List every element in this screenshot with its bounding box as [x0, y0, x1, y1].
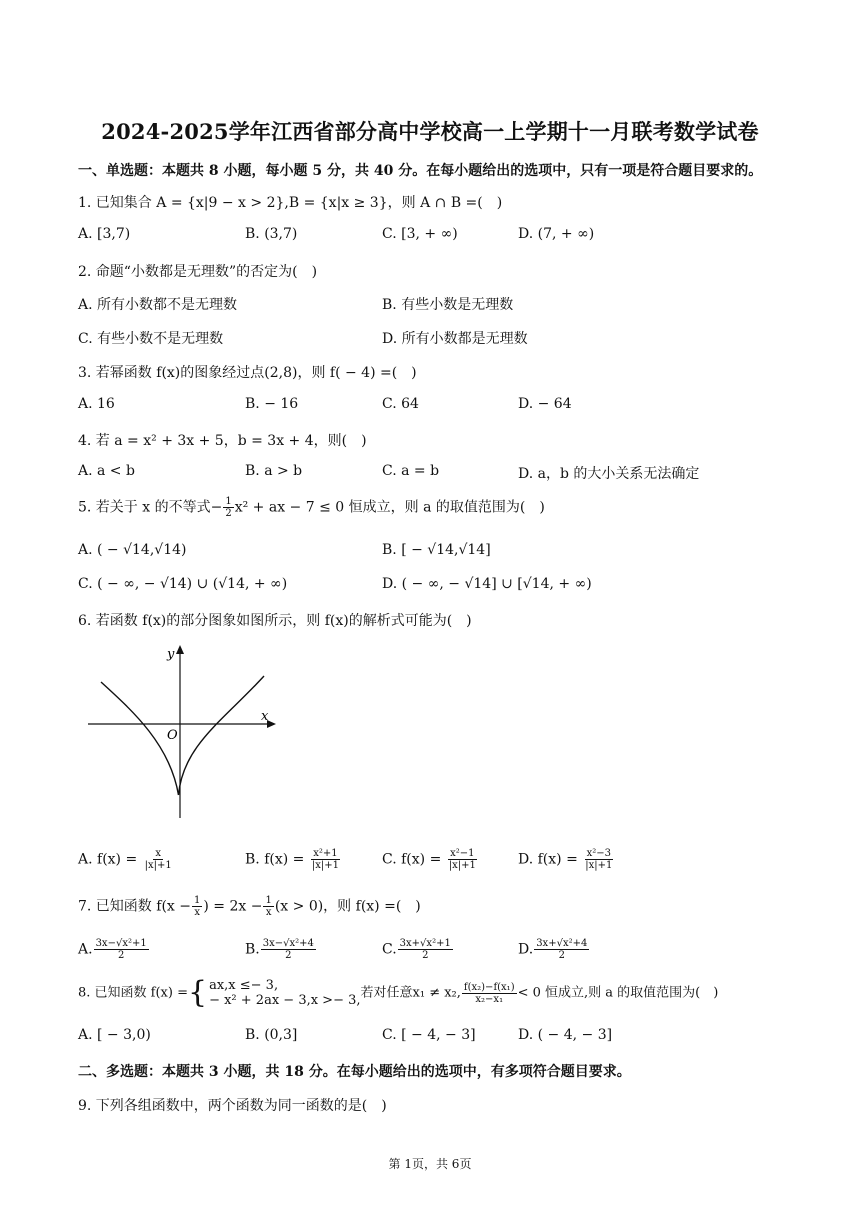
q6-a-fraction	[143, 848, 174, 871]
question-4-stem: 4. 若 a = x² + 3x + 5，b = 3x + 4，则( )	[78, 433, 367, 449]
question-1-option-c: C. [3, + ∞)	[382, 226, 458, 242]
question-4-option-a: A. a < b	[78, 463, 135, 479]
q7-d-num: 3x+√x²+4	[536, 938, 588, 949]
question-2-option-d: D. 所有小数都是无理数	[382, 331, 528, 347]
q7-a-num: 3x−√x²+1	[95, 938, 147, 949]
q8-fraction	[462, 982, 517, 1005]
question-8-option-c: C. [ − 4, − 3]	[382, 1027, 476, 1043]
q6-d-den: |x|+1	[585, 860, 613, 871]
question-7-stem	[78, 895, 421, 918]
question-4-option-c: C. a = b	[382, 463, 440, 479]
q8-case-2: − x² + 2ax − 3,x >− 3,	[209, 993, 361, 1008]
q7-c-num: 3x+√x²+1	[399, 938, 451, 949]
q7-c-den: 2	[422, 950, 429, 961]
q7-frac2-den: x	[265, 907, 272, 918]
q7-c-prefix: C.	[382, 941, 397, 958]
question-8-option-d: D. ( − 4, − 3]	[518, 1027, 613, 1043]
q7-b-prefix: B.	[245, 941, 260, 958]
q7-frac1-den: x	[194, 907, 200, 918]
graph-x-arrow	[267, 720, 276, 728]
q6-a-den: |x|+1	[144, 860, 172, 871]
question-3-stem: 3. 若幂函数 f(x)的图象经过点(2,8)，则 f( − 4) =( )	[78, 365, 417, 381]
q8-frac-num: f(x₂)−f(x₁)	[463, 981, 515, 993]
q8-stem-mid: 若对任意x₁ ≠ x₂,	[360, 985, 461, 1001]
question-3-option-a: A. 16	[78, 396, 115, 412]
q7-c-fraction	[398, 938, 453, 961]
q6-d-prefix: D. f(x) =	[518, 851, 578, 868]
question-5-stem-post: x² + ax − 7 ≤ 0 恒成立，则 a 的取值范围为( )	[234, 499, 545, 516]
graph-x-label: x	[261, 709, 269, 724]
q8-cases	[209, 978, 360, 1008]
question-3-option-c: C. 64	[382, 396, 419, 412]
question-6-option-c	[382, 848, 479, 871]
q7-a-den: 2	[117, 950, 125, 961]
q7-a-fraction	[94, 938, 149, 961]
question-7-option-b	[245, 938, 317, 961]
question-7-option-a	[78, 938, 150, 961]
q6-c-prefix: C. f(x) =	[382, 851, 442, 868]
q6-b-num: x²+1	[313, 848, 338, 859]
question-8-option-a: A. [ − 3,0)	[78, 1027, 151, 1043]
q7-frac1-num: 1	[194, 895, 201, 906]
question-1-option-b: B. (3,7)	[245, 226, 298, 242]
question-5-option-b: B. [ − √14,√14]	[382, 542, 491, 558]
q8-case-1: ax,x ≤− 3,	[209, 978, 279, 993]
q7-frac2-num: 1	[265, 895, 272, 906]
q6-a-prefix: A. f(x) =	[78, 851, 138, 868]
q6-c-fraction	[447, 848, 478, 871]
q6-c-num: x²−1	[450, 848, 475, 859]
question-5-fraction	[223, 496, 233, 519]
q8-brace: {	[187, 975, 208, 1010]
q7-b-den: 2	[285, 950, 292, 961]
question-2-option-c: C. 有些小数不是无理数	[78, 331, 224, 347]
question-8-stem	[78, 975, 719, 1010]
q7-frac-2	[263, 895, 273, 918]
q6-d-num: x²−3	[586, 848, 612, 859]
q7-stem-mid2: ) = 2x −	[203, 898, 263, 915]
q7-d-fraction	[534, 938, 589, 961]
q6-d-fraction	[583, 848, 614, 871]
q6-b-den: |x|+1	[311, 860, 339, 871]
question-2-stem: 2. 命题“小数都是无理数”的否定为( )	[78, 264, 318, 280]
question-2-option-b: B. 有些小数是无理数	[382, 297, 514, 313]
question-6-function-graph	[84, 640, 284, 822]
question-9-stem: 9. 下列各组函数中，两个函数为同一函数的是( )	[78, 1098, 387, 1114]
question-6-stem: 6. 若函数 f(x)的部分图象如图所示，则 f(x)的解析式可能为( )	[78, 613, 472, 629]
question-4-option-d: D. a，b 的大小关系无法确定	[518, 466, 700, 482]
q6-b-fraction	[310, 848, 341, 871]
graph-curve-right	[179, 676, 265, 795]
question-5-stem	[78, 496, 545, 519]
question-8-option-b: B. (0,3]	[245, 1027, 298, 1043]
q8-stem-post: < 0 恒成立,则 a 的取值范围为( )	[517, 985, 719, 1001]
q7-b-fraction	[261, 938, 316, 961]
graph-y-arrow	[176, 645, 184, 654]
question-6-option-d	[518, 848, 615, 871]
graph-origin-label: O	[167, 728, 178, 743]
graph-y-label: y	[167, 647, 175, 662]
q7-b-num: 3x−√x²+4	[262, 938, 314, 949]
q7-frac-1	[192, 895, 202, 918]
question-5-frac-den: 2	[225, 508, 232, 519]
question-2-option-a: A. 所有小数都不是无理数	[78, 297, 238, 313]
page-footer: 第 1页，共 6页	[388, 1157, 472, 1171]
q7-stem-pre: 7. 已知函数 f	[78, 898, 162, 915]
question-4-option-b: B. a > b	[245, 463, 303, 479]
section-2-heading: 二、多选题：本题共 3 小题，共 18 分。在每小题给出的选项中，有多项符合题目要求。	[78, 1064, 631, 1080]
question-7-option-c	[382, 938, 454, 961]
q6-b-prefix: B. f(x) =	[245, 851, 305, 868]
exam-title: 2024-2025学年江西省部分高中学校高一上学期十一月联考数学试卷	[101, 119, 759, 144]
q7-d-den: 2	[558, 950, 565, 961]
question-6-option-a	[78, 848, 175, 871]
question-7-option-d	[518, 938, 590, 961]
question-5-frac-num: 1	[225, 496, 232, 507]
q7-a-prefix: A.	[78, 941, 93, 958]
question-3-option-b: B. − 16	[245, 396, 299, 412]
question-5-stem-pre: 5. 若关于 x 的不等式−	[78, 499, 223, 516]
q7-stem-mid1: (x −	[161, 898, 191, 915]
question-5-option-d: D. ( − ∞, − √14] ∪ [√14, + ∞)	[382, 576, 592, 592]
q8-piecewise	[187, 975, 361, 1010]
q7-d-prefix: D.	[518, 941, 534, 958]
q6-a-num: x	[155, 848, 162, 859]
q6-c-den: |x|+1	[448, 860, 476, 871]
question-5-option-a: A. ( − √14,√14)	[78, 542, 187, 558]
question-1-option-a: A. [3,7)	[78, 226, 131, 242]
question-5-option-c: C. ( − ∞, − √14) ∪ (√14, + ∞)	[78, 576, 288, 592]
question-1-option-d: D. (7, + ∞)	[518, 226, 595, 242]
q8-frac-den: x₂−x₁	[475, 993, 504, 1005]
q8-stem-pre: 8. 已知函数 f(x) =	[78, 985, 188, 1001]
q7-stem-post: (x > 0)，则 f(x) =( )	[274, 898, 421, 915]
question-1-stem: 1. 已知集合 A = {x|9 − x > 2},B = {x|x ≥ 3}，则 A ∩ B =( )	[78, 195, 503, 211]
question-6-option-b	[245, 848, 342, 871]
section-1-heading: 一、单选题：本题共 8 小题，每小题 5 分，共 40 分。在每小题给出的选项中，只有一项是符合题目要求的。	[78, 163, 763, 179]
question-3-option-d: D. − 64	[518, 396, 572, 412]
